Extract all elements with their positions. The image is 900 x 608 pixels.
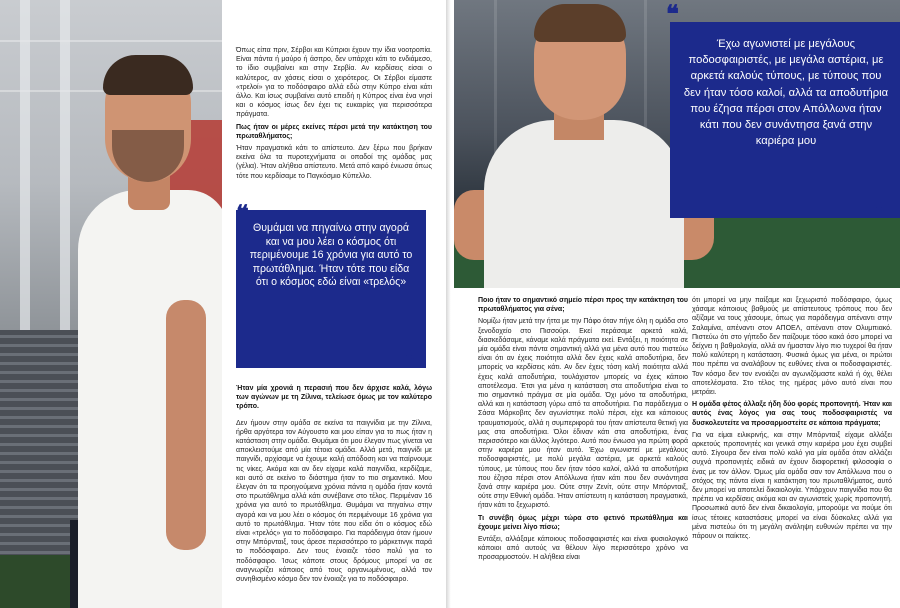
left-article-column-top	[236, 46, 432, 184]
opening-quotation-mark-icon: ❝	[666, 0, 679, 28]
interview-question: Ποιο ήταν το σημαντικό σημείο πέρσι προς την κατάκτηση του πρωταθλήματος για σένα;	[478, 297, 688, 314]
interview-question: Ήταν μία χρονιά η περασιή που δεν άρχισε καλά, λόγω των αγώνων με τη Ζίλινα, τελείωσε όμως με τον καλύτερο τρόπο.	[236, 385, 432, 411]
right-page	[454, 0, 900, 608]
interview-question: Πως ήταν οι μέρες εκείνες πέρσι μετά την κατάκτηση του πρωταθλήματος;	[236, 123, 432, 140]
interview-answer: Νομίζω ήταν μετά την ήττα με την Πάφο όταν πήγε όλη η ομάδα στο ξενοδοχείο στο Πισσούρι. Εκεί περάσαμε αρκετά καλά, διασκεδάσαμε, κάναμε καλά πράγματα εκεί. Εντάξει, η ποιότητα σε μία ομάδα είναι πάντα σημαντική αλλά για μένα αυτό που πιστεύω είναι ότι αν έχεις ποιότητα αλλά δεν έχεις καλά αποδυτήρια, δεν μπορείς να κερδίσεις κάτι. Αν δεν έχεις τόση καλή ποιότητα αλλά έχεις καλά αποδυτήρια, τουλάχιστον μπορείς να έχεις κάποιο αποτέλεσμα. Έτσι για μένα η κατάσταση στα αποδυτήρια είναι το πιο σημαντικό πράγμα σε μία ομάδα. Όχι μόνο τα αποδυτήρια, αλλά και η κατάσταση γύρω από τα αποδυτήρια. Για παράδειγμα ο Σάσα Μάρκοβιτς δεν αγωνίστηκε πολύ πέρσι, είχε και κάποιους τραυματισμούς, αλλά η συμπεριφορά του ήταν απίστευτα θετική για μας στα αποδυτήρια. Όλοι έδιναν κάτι στα αποδυτήρια, ένας περισσότερο και άλλος λιγότερο. Αυτό που ένιωσα για πρώτη φορά στην καριέρα μου ήταν αυτό. Έχω αγωνιστεί με μεγάλους ποδοσφαιριστές, με πολύ μεγάλα αστέρια, με αρκετά καλούς τύπους, με τύπους που δεν ήταν τόσο καλοί, αλλά τα αποδυτήρια που έζησα πέρσι στον Απόλλωνα ήταν κάτι που δεν συνάντησα ξανά στην καριέρα μου. Ούτε στην Ζενίτ, ούτε στην Μπόρνταιξ, ούτε στην Εθνική ομάδα. Ήταν απίστευτη η κατάσταση πραγματικά, ήταν κάτι το ξεχωριστό.	[478, 318, 688, 510]
left-page	[0, 0, 446, 608]
closing-quotation-mark-icon: ❞	[404, 345, 417, 374]
interview-answer: Για να είμαι ειλικρινής, και στην Μπόρνταιξ είχαμε αλλάξει αρκετούς προπονητές και γενικά στην καριέρα μου έχει συμβεί αυτό. Σίγουρα δεν είναι πολύ καλό για μία ομάδα όταν αλλάζει συχνά προπονητές ειδικά αν έχουν διαφορετική φιλοσοφία ο ένας με τον άλλον. Όμως μία ομάδα σαν τον Απόλλωνα που ο στόχος της πάντα είναι η κατάκτηση του πρωταθλήματος, αυτό δεν μπορεί να αποτελεί δικαιολογία. Υπάρχουν παιγνίδια που θα πρέπει να κερδίσεις ακόμα και αν αγωνιστείς χωρίς προπονητή. Προσωπικά αυτό δεν είναι δικαιολογία, μπορούμε να πούμε ότι ίσως τέτοιες καταστάσεις μπορεί να είναι δύσκολες αλλά για μένα πιστεύω ότι τη μεγάλη ανάληψη ευθυνών πρέπει να την πάρουν οι παίκτες.	[692, 431, 892, 541]
interview-question: Τι συνέβη όμως μέχρι τώρα στο φετινό πρωτάθλημα και έχουμε μείνει λίγο πίσω;	[478, 514, 688, 531]
closing-quotation-mark-icon: ❞	[874, 197, 887, 226]
interview-answer: Ήταν πραγματικά κάτι το απίστευτο. Δεν ξέρω που βρήκαν εκείνα όλα τα πυροτεχνήματα οι οπαδοί της ομάδας μας (γέλια). Ήταν αλήθεια απίστευτο. Μετά από καιρό ένιωσα όπως τότε που κερδίσαμε το Παγκόσμιο Κύπελλο.	[236, 145, 432, 180]
player-hair	[103, 55, 193, 95]
player-shirt	[484, 120, 684, 288]
stadium-pillar	[20, 0, 30, 330]
player-hair	[534, 4, 626, 42]
page-gutter	[446, 0, 454, 608]
interview-answer-continued: ότι μπορεί να μην παίξαμε και ξεχωριστό ποδόσφαιρο, όμως χάσαμε κάποιους βαθμούς με απίστευτους τρόπους που δεν αξίζαμε να τους χάσουμε, όπως για παράδειγμα απέναντι στην Σαλαμίνα, απέναντι στον ΑΠΟΕΛ, απέναντι στον Ολυμπιακό. Πιστεύω ότι στο γήπεδο δεν παίζουμε τόσο κακά όσο μπορεί να δείχνει η βαθμολογία, αλλά αν ήμασταν λίγο πιο τυχεροί θα ήταν πολύ καλύτερη η κατάσταση. Φυσικά όμως για μένα, οι πρώτοι που πρέπει να αναλάβουν τις ευθύνες είναι οι ποδοσφαιριστές. Τον κόσμο δεν τον ενοιάζει αν αγωνιζόμαστε καλά ή όχι, θέλει αποτελέσματα. Στο τέλος της ημέρας μόνο αυτό είναι που μετράει.	[692, 297, 892, 397]
pull-quote-right	[670, 22, 900, 218]
player-arm	[166, 300, 206, 550]
right-article-column-1	[478, 296, 688, 566]
player-photo-left	[0, 0, 222, 608]
right-article-column-2	[692, 296, 892, 544]
player-photo-right	[454, 0, 900, 288]
stadium-roof-line	[0, 40, 222, 42]
pull-quote-text: Έχω αγωνιστεί με μεγάλους ποδοσφαιριστές, με μεγάλα αστέρια, με αρκετά καλούς τύπους, με τύπους που δεν ήταν τόσο καλοί, αλλά τα αποδυτήρια που έζησα πέρσι στον Απόλλωνα ήταν κάτι που δεν συνάντησα ξανά στην καριέρα μου	[683, 38, 889, 148]
interview-question: Η ομάδα φέτος άλλαξε ήδη δύο φορές προπονητή. Ήταν και αυτός ένας λόγος για σας τους ποδοσφαιριστές να δυσκολευτείτε να προσαρμοστείτε σε κάποια πράγματα;	[692, 401, 892, 427]
interview-answer: Εντάξει, αλλάξαμε κάποιους ποδοσφαιριστές και είναι φυσιολογικό κάποιοι από αυτούς να θέλουν λίγο περισσότερο χρόνο να προσαρμοστούν. Η αλήθεια είναι	[478, 536, 688, 562]
interview-answer: Δεν ήμουν στην ομάδα σε εκείνα τα παιγνίδια με την Ζίλινα, ήρθα αργότερα τον Αύγουστο και μου είπαν για το πως ήταν η κατάσταση στην ομάδα. Θυμάμαι ότι μου έλεγαν πως γίνεται να αποκλειστούμε από μία τέτοια ομάδα. Αλλά μετά, παιγνίδι με παιγνίδι, αρχίσαμε να έχουμε καλή απόδοση και να παίρνουμε τις νίκες. Ακόμα και αν δεν είχαμε καλά παιγνίδια, κερδίζαμε, και αυτό σε εκείνο το διάστημα ήταν το πιο σημαντικό. Μου έλεγαν ότι τα προηγούμενα χρόνια πάντα η ομάδα ήταν κοντά στο πρωτάθλημα αλλά κάτι συνέβαινε στο τέλος. Περιμέναν 16 χρόνια για αυτό το πρωτάθλημα. Θυμάμαι να πηγαίνω στην αγορά και να μου λέει ο κόσμος ότι περιμένουμε 16 χρόνια για αυτό το πρωτάθλημα. Ήταν τότε που είδα ότι ο κόσμος εδώ είναι «τρελός» για το ποδόσφαιρο. Για παράδειγμα όταν ήμουν στην Μπόρνταιξ, τους άρεσε περισσότερο το μάρκετινγκ παρά το ποδόσφαιρο. Δεν τους ένοιαζε τόσο πολύ για το ποδόσφαιρο. Ίσως κάποτε στους δρόμους μπορεί να σε αναγνωρίζει κάποιος από τους οργανωμένους, αλλά τον συνηθισμένο κόσμο δεν τον ένοιαζε για το ποδόσφαιρο.	[236, 419, 432, 584]
left-article-column-bottom	[236, 377, 432, 591]
article-paragraph: Όπως είπα πριν, Σέρβοι και Κύπριοι έχουν την ίδια νοοτροπία. Είναι πάντα ή μαύρο ή άσπρο, δεν υπάρχει κάτι το ενδιάμεσο, το ίδιο συμβαίνει και στην Σερβία. Αν κερδίσεις είσαι ο καλύτερος, αν χάσεις είσαι ο χειρότερος. Οι Σέρβοι είμαστε «τρελοί» για το ποδόσφαιρο αλλά εδώ στην Κύπρο είναι κάτι άλλο. Και ίσως συμβαίνει αυτό επειδή η Κύπρος είναι ένα νησί και ο κόσμος ίσως δεν έχει τις ευκαιρίες για περισσότερα πράγματα.	[236, 47, 432, 119]
pull-quote-text: Θυμάμαι να πηγαίνω στην αγορά και να μου λέει ο κόσμος ότι περιμένουμε 16 χρόνια για αυτό το πρωτάθλημα. Ήταν τότε που είδα ότι ο κόσμος εδώ είναι «τρελός»	[249, 222, 413, 289]
pull-quote-left	[236, 210, 426, 368]
stadium-pillar	[60, 0, 70, 330]
